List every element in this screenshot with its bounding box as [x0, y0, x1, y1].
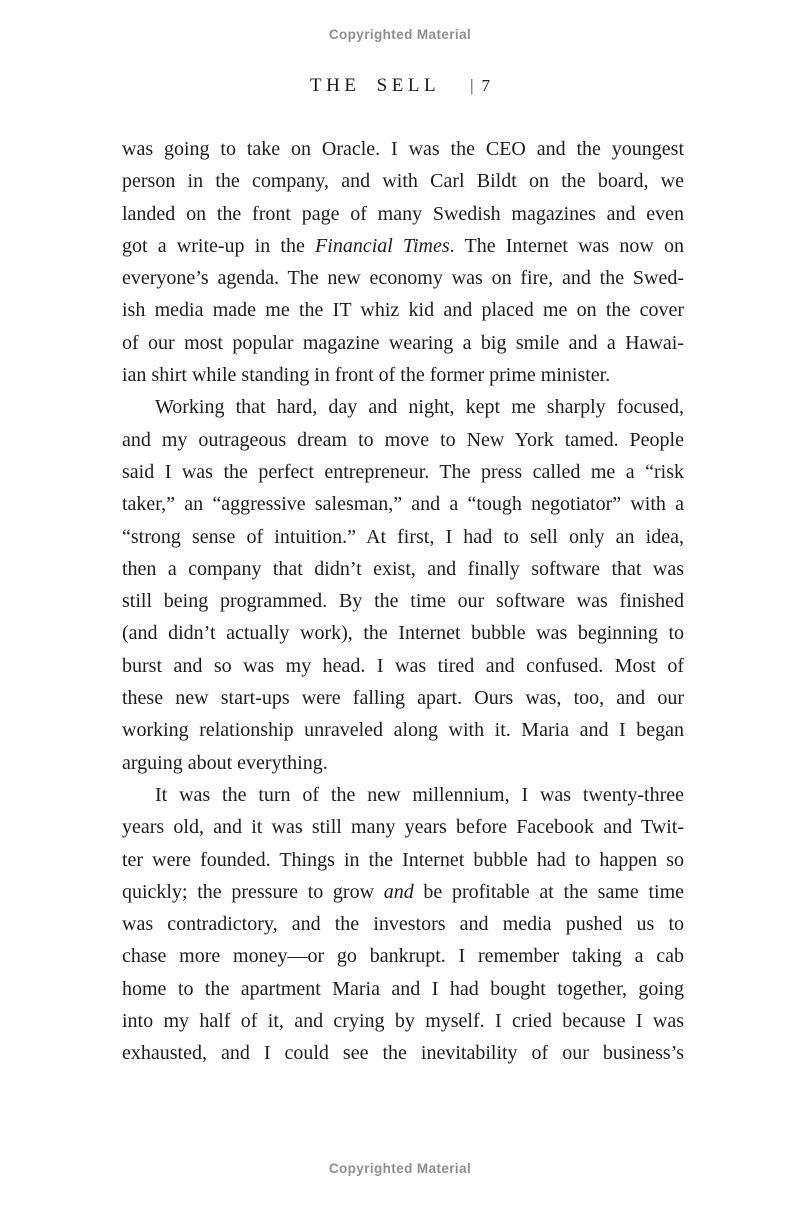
text-line: working relationship unraveled along with it. Maria and I began [122, 719, 684, 742]
body-text [122, 133, 684, 1070]
text-line: was contradictory, and the investors and media pushed us to [122, 913, 684, 936]
text-line: got a write-up in the Financial Times. The Internet was now on [122, 234, 684, 257]
text-line: and my outrageous dream to move to New York tamed. People [122, 428, 684, 451]
text-line: these new start-ups were falling apart. Ours was, too, and our [122, 687, 684, 710]
running-header [0, 75, 800, 97]
text-line: into my half of it, and crying by myself. I cried because I was [122, 1010, 684, 1033]
text-line: then a company that didn’t exist, and finally software that was [122, 557, 684, 580]
text-line: was going to take on Oracle. I was the CEO and the youngest [122, 138, 684, 160]
paragraph [122, 133, 684, 391]
text-line: years old, and it was still many years before Facebook and Twit- [122, 816, 684, 839]
paragraph [122, 779, 684, 1070]
text-line: arguing about everything. [122, 751, 328, 774]
text-line: taker,” an “aggressive salesman,” and a “tough negotiator” with a [122, 493, 684, 516]
text-line: (and didn’t actually work), the Internet bubble was beginning to [122, 622, 684, 645]
paragraph [122, 391, 684, 779]
text-line: exhausted, and I could see the inevitability of our business’s [122, 1042, 684, 1065]
text-line: ian shirt while standing in front of the former prime minister. [122, 364, 611, 387]
text-line: of our most popular magazine wearing a big smile and a Hawai- [122, 331, 684, 354]
text-line: ter were founded. Things in the Internet bubble had to happen so [122, 848, 684, 871]
text-line: said I was the perfect entrepreneur. The press called me a “risk [122, 460, 684, 483]
text-line: quickly; the pressure to grow and be profitable at the same time [122, 880, 684, 903]
text-line: burst and so was my head. I was tired and confused. Most of [122, 654, 684, 677]
book-title: THE SELL [310, 75, 441, 96]
text-line: Working that hard, day and night, kept me sharply focused, [155, 396, 684, 419]
text-line: landed on the front page of many Swedish magazines and even [122, 202, 684, 225]
text-line: person in the company, and with Carl Bildt on the board, we [122, 170, 684, 193]
copyright-notice-top: Copyrighted Material [328, 27, 472, 42]
header-page-group [470, 76, 490, 96]
text-line: ish media made me the IT whiz kid and placed me on the cover [122, 299, 684, 322]
text-line: It was the turn of the new millennium, I was twenty-three [155, 783, 684, 806]
text-line: “strong sense of intuition.” At first, I had to sell only an idea, [122, 525, 684, 548]
text-line: still being programmed. By the time our software was finished [122, 590, 684, 613]
copyright-notice-bottom: Copyrighted Material [328, 1161, 472, 1176]
page-number: 7 [481, 76, 490, 95]
text-line: everyone’s agenda. The new economy was on fire, and the Swed- [122, 267, 684, 290]
text-line: home to the apartment Maria and I had bought together, going [122, 977, 684, 1000]
header-separator: | [470, 76, 474, 95]
text-line: chase more money—or go bankrupt. I remember taking a cab [122, 945, 684, 968]
